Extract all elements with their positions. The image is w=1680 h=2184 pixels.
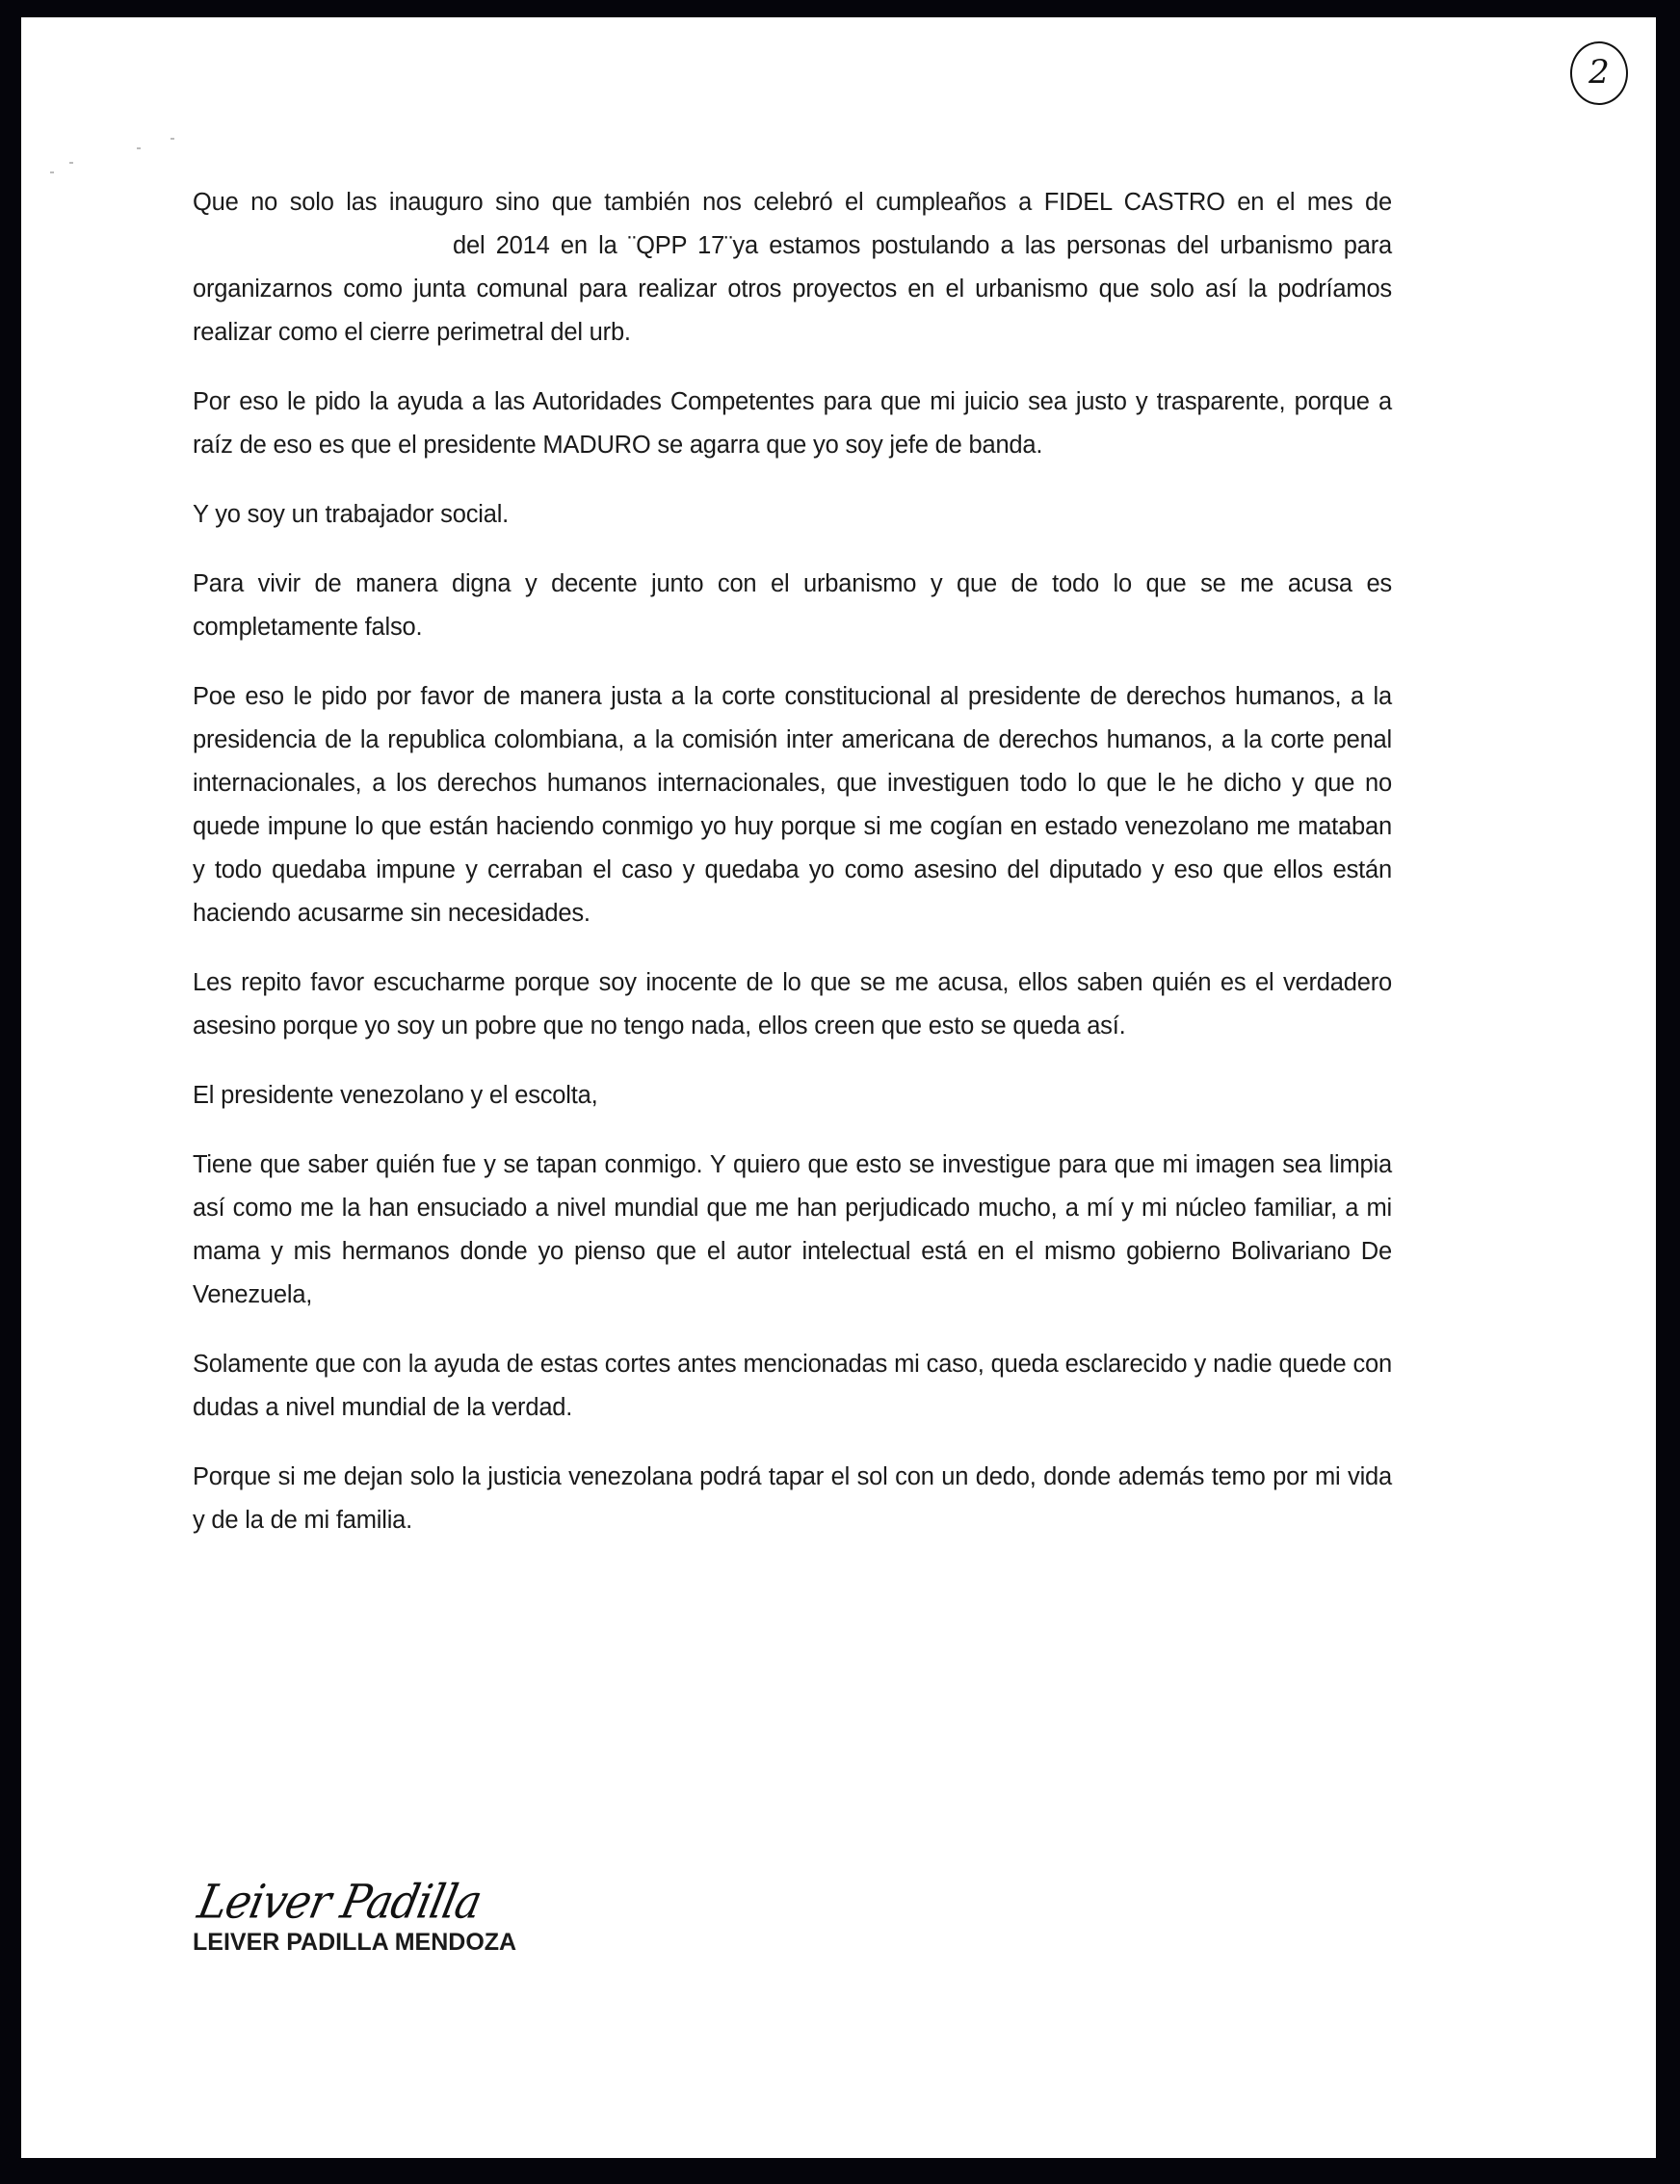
scan-specks bbox=[50, 143, 195, 191]
paragraph-5: Poe eso le pido por favor de manera justa a la corte constitucional al presidente de derechos humanos, a la presidencia de la republica colombiana, a la comisión inter americana de derechos humanos, a la corte penal internacionales, a los derechos humanos internacionales, que investiguen todo lo que le he dicho y que no quede impune lo que están haciendo conmigo yo huy porque si me cogían en estado venezolano me mataban y todo quedaba impune y cerraban el caso y quedaba yo como asesino del diputado y eso que ellos están haciendo acusarme sin necesidades. bbox=[193, 683, 1392, 927]
signature-block bbox=[193, 1875, 517, 1957]
paragraph-10: Porque si me dejan solo la justicia venezolana podrá tapar el sol con un dedo, donde además temo por mi vida y de la de mi familia. bbox=[193, 1463, 1392, 1534]
handwritten-signature: Leiver Padilla bbox=[193, 1875, 486, 1930]
paragraph-1-start: Que no solo las inauguro sino que también nos celebró el cumpleaños a FIDEL CASTRO en el mes de bbox=[193, 189, 1392, 216]
paragraph-1 bbox=[193, 181, 1392, 355]
paragraph-3: Y yo soy un trabajador social. bbox=[193, 501, 510, 528]
paragraph-2: Por eso le pido la ayuda a las Autoridades Competentes para que mi juicio sea justo y trasparente, porque a raíz de eso es que el presidente MADURO se agarra que yo soy jefe de banda. bbox=[193, 388, 1392, 459]
paragraph-8: Tiene que saber quién fue y se tapan conmigo. Y quiero que esto se investigue para que mi imagen sea limpia así como me la han ensuciado a nivel mundial que me han perjudicado mucho, a mí y mi núcleo familiar, a mi mama y mis hermanos donde yo pienso que el autor intelectual está en el mismo gobierno Bolivariano De Venezuela, bbox=[193, 1151, 1392, 1308]
signer-name: LEIVER PADILLA MENDOZA bbox=[193, 1929, 517, 1956]
paragraph-9: Solamente que con la ayuda de estas cortes antes mencionadas mi caso, queda esclarecido y nadie quede con dudas a nivel mundial de la verdad. bbox=[193, 1351, 1392, 1421]
paragraph-4: Para vivir de manera digna y decente junto con el urbanismo y que de todo lo que se me acusa es completamente falso. bbox=[193, 570, 1392, 641]
letter-body bbox=[193, 181, 1392, 1568]
paragraph-6: Les repito favor escucharme porque soy inocente de lo que se me acusa, ellos saben quién es el verdadero asesino porque yo soy un pobre que no tengo nada, ellos creen que esto se queda así. bbox=[193, 969, 1392, 1039]
page-number-circle: 2 bbox=[1570, 41, 1628, 105]
paragraph-1-end: del 2014 en la ¨QPP 17¨ya estamos postulando a las personas del urbanismo para organizarnos como junta comunal para realizar otros proyectos en el urbanismo que solo así la podríamos realizar como el cierre perimetral del urb. bbox=[193, 232, 1392, 346]
paragraph-7: El presidente venezolano y el escolta, bbox=[193, 1082, 598, 1109]
